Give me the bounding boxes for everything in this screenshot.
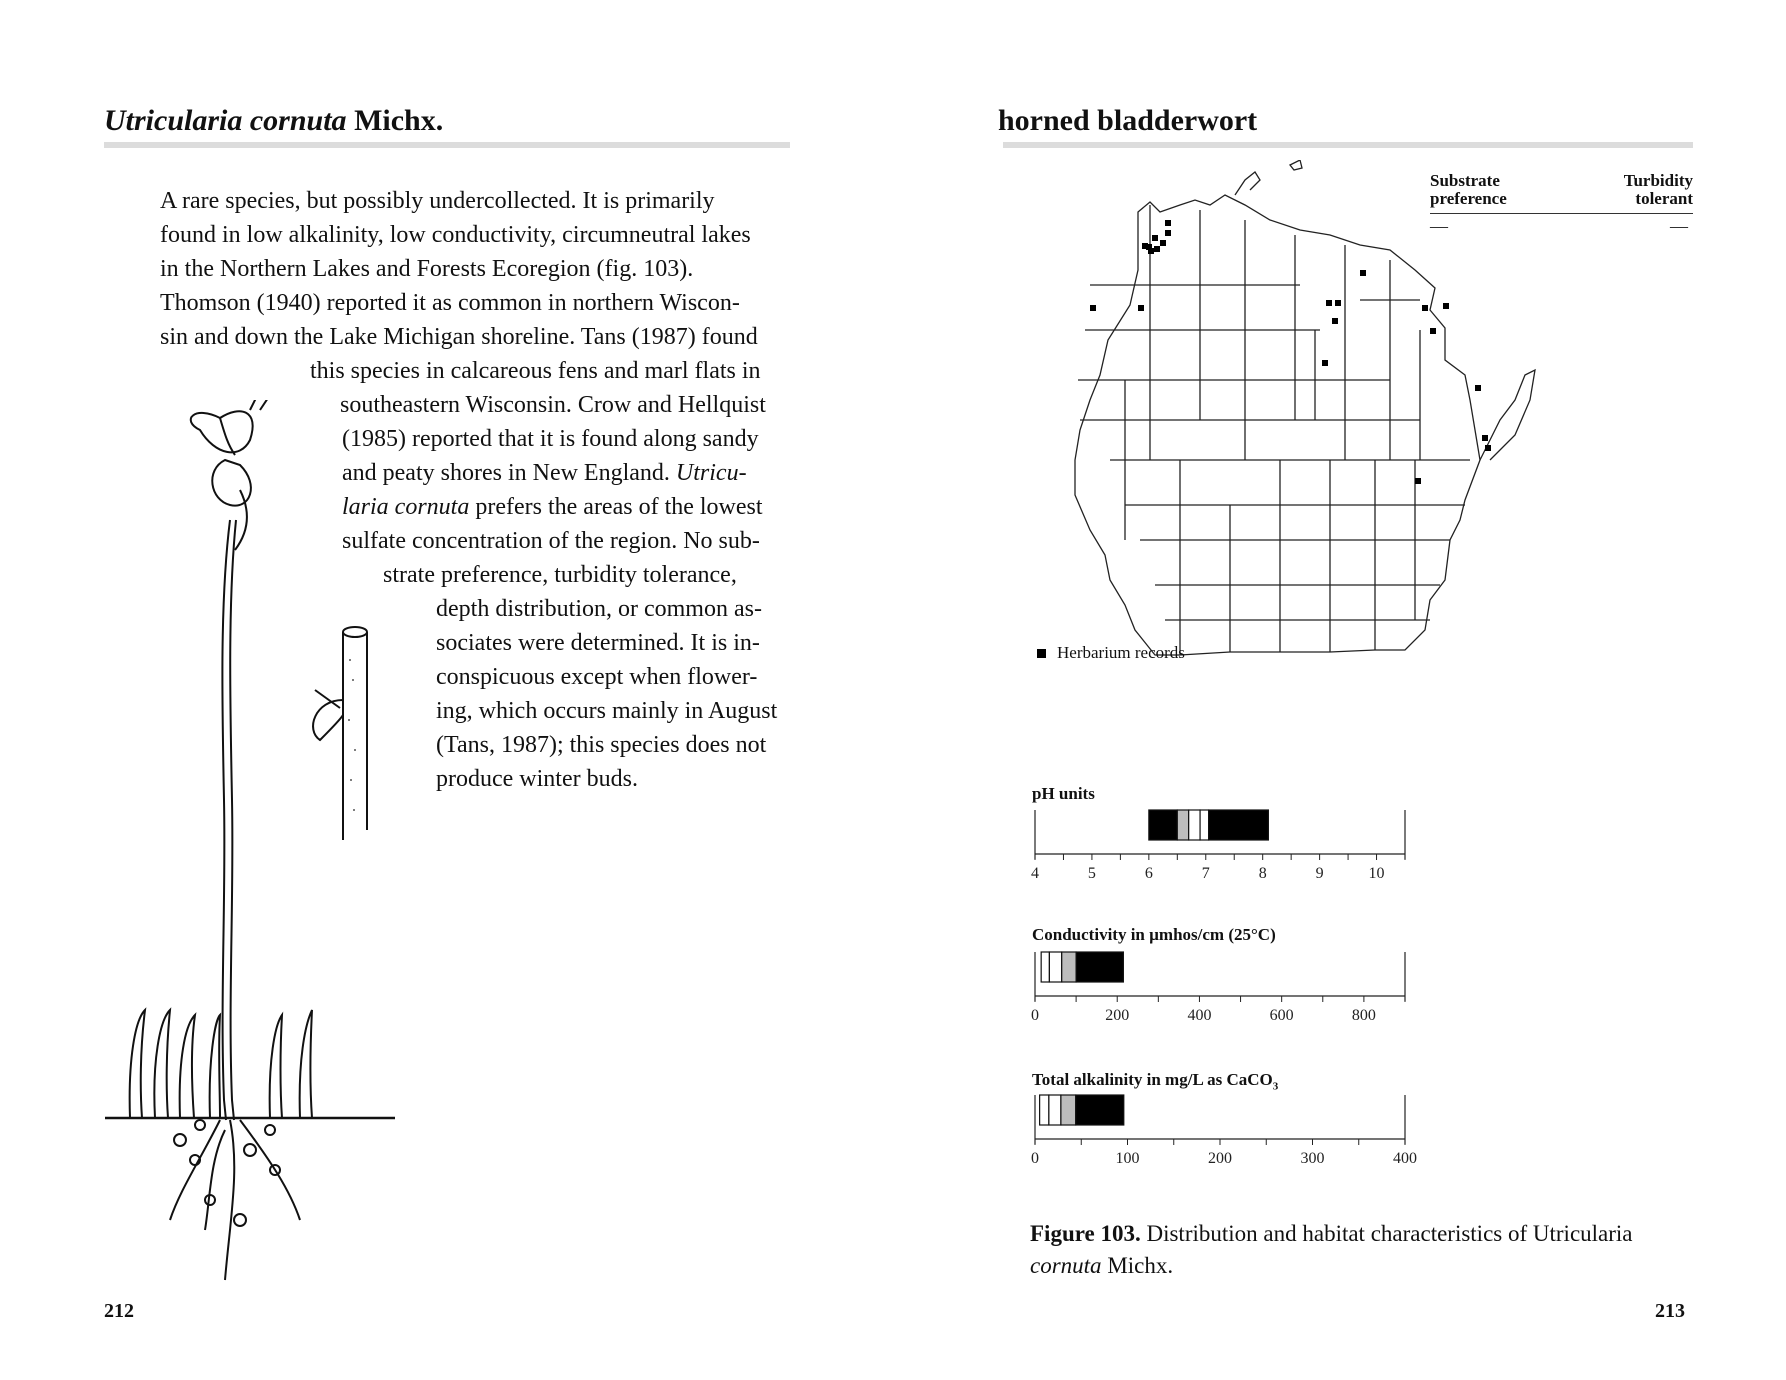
species-author: Michx. [346, 104, 444, 137]
tick-label: 300 [1300, 1150, 1325, 1167]
herbarium-marker-icon [1037, 649, 1046, 658]
common-name-title: horned bladderwort [998, 104, 1258, 137]
range-segment [1209, 810, 1269, 840]
tick-label: 4 [1031, 865, 1039, 882]
body-text-run: and peaty shores in New England. [342, 460, 676, 486]
turbidity-label-line1: Turbidity [1623, 171, 1693, 190]
conductivity-range-bar [1030, 950, 1430, 1030]
body-line: strate preference, turbidity tolerance, [383, 562, 737, 588]
turbidity-label-line2: tolerant [1635, 189, 1693, 208]
body-line [342, 490, 763, 524]
range-segment [1040, 1095, 1049, 1125]
right-page-number: 213 [1655, 1300, 1685, 1322]
tick-label: 400 [1393, 1150, 1417, 1167]
left-header-rule [104, 142, 790, 148]
turbidity-value: — [1670, 216, 1688, 236]
range-segment [1062, 952, 1076, 982]
body-line: sulfate concentration of the region. No sub- [342, 528, 760, 554]
figure-caption [1030, 1218, 1670, 1282]
body-line: found in low alkalinity, low conductivity, circumneutral lakes [160, 222, 751, 248]
tick-label: 0 [1031, 1150, 1039, 1167]
body-line [342, 456, 747, 490]
range-segment [1049, 1095, 1061, 1125]
alkalinity-scale-title [1032, 1070, 1278, 1092]
tick-label: 9 [1315, 865, 1324, 882]
herbarium-legend-label: Herbarium records [1057, 643, 1185, 662]
tick-label: 200 [1208, 1150, 1232, 1167]
range-segment [1049, 952, 1061, 982]
body-line: ing, which occurs mainly in August [436, 698, 778, 724]
caption-italic: cornuta [1030, 1253, 1102, 1278]
body-italic-run: Utricu- [675, 460, 747, 486]
body-line: sin and down the Lake Michigan shoreline. Tans (1987) found [160, 324, 758, 350]
body-line: in the Northern Lakes and Forests Ecoregion (fig. 103). [160, 256, 694, 282]
caption-tail: Michx. [1101, 1253, 1174, 1278]
range-segment [1076, 952, 1123, 982]
body-line: sociates were determined. It is in- [436, 630, 760, 656]
alkalinity-title-subscript: 3 [1272, 1080, 1279, 1093]
caption-text: Distribution and habitat characteristics of Utricularia [1140, 1221, 1633, 1246]
body-line: (1985) reported that it is found along sandy [342, 426, 759, 452]
body-text-run: prefers the areas of the lowest [469, 494, 763, 520]
range-segment [1177, 810, 1188, 840]
body-line: (Tans, 1987); this species does not [436, 732, 767, 758]
range-segment [1200, 810, 1209, 840]
tick-label: 800 [1351, 1007, 1376, 1024]
wisconsin-county-map [1070, 160, 1630, 760]
tick-label: 8 [1258, 865, 1267, 882]
body-italic-run: laria cornuta [342, 494, 470, 520]
tick-label: 6 [1144, 865, 1153, 882]
tick-label: 600 [1269, 1007, 1294, 1024]
conductivity-scale-title: Conductivity in µmhos/cm (25°C) [1032, 925, 1276, 944]
body-line: A rare species, but possibly undercollected. It is primarily [160, 188, 715, 214]
body-line: produce winter buds. [436, 766, 638, 792]
ph-range-bar [1030, 808, 1430, 888]
right-header-rule [1003, 142, 1693, 148]
body-line: Thomson (1940) reported it as common in northern Wiscon- [160, 290, 740, 316]
range-segment [1041, 952, 1049, 982]
caption-figure-number: Figure 103. [1030, 1221, 1141, 1246]
range-segment [1149, 810, 1177, 840]
tick-label: 7 [1201, 865, 1210, 882]
left-page-title [104, 104, 443, 138]
body-line: conspicuous except when flower- [436, 664, 758, 690]
substrate-label-line2: preference [1430, 189, 1507, 208]
ph-scale-title: pH units [1032, 784, 1095, 803]
tick-label: 400 [1187, 1007, 1212, 1024]
alkalinity-title-main: Total alkalinity in mg/L as CaCO [1032, 1070, 1273, 1089]
species-name: Utricularia cornuta [104, 104, 347, 137]
substrate-value: — [1430, 216, 1448, 236]
alkalinity-range-bar [1030, 1093, 1430, 1173]
range-segment [1189, 810, 1200, 840]
body-line: this species in calcareous fens and marl flats in [310, 358, 761, 384]
stem-detail-illustration [305, 620, 395, 850]
tick-label: 100 [1115, 1150, 1140, 1167]
tick-label: 0 [1031, 1007, 1039, 1024]
body-line: depth distribution, or common as- [436, 596, 762, 622]
body-line: southeastern Wisconsin. Crow and Hellquist [340, 392, 766, 418]
left-page-number: 212 [104, 1300, 134, 1322]
range-segment [1076, 1095, 1124, 1125]
tick-label: 200 [1105, 1007, 1130, 1024]
tick-label: 10 [1368, 865, 1385, 882]
tick-label: 5 [1087, 865, 1096, 882]
range-segment [1061, 1095, 1076, 1125]
substrate-label-line1: Substrate [1430, 171, 1500, 190]
